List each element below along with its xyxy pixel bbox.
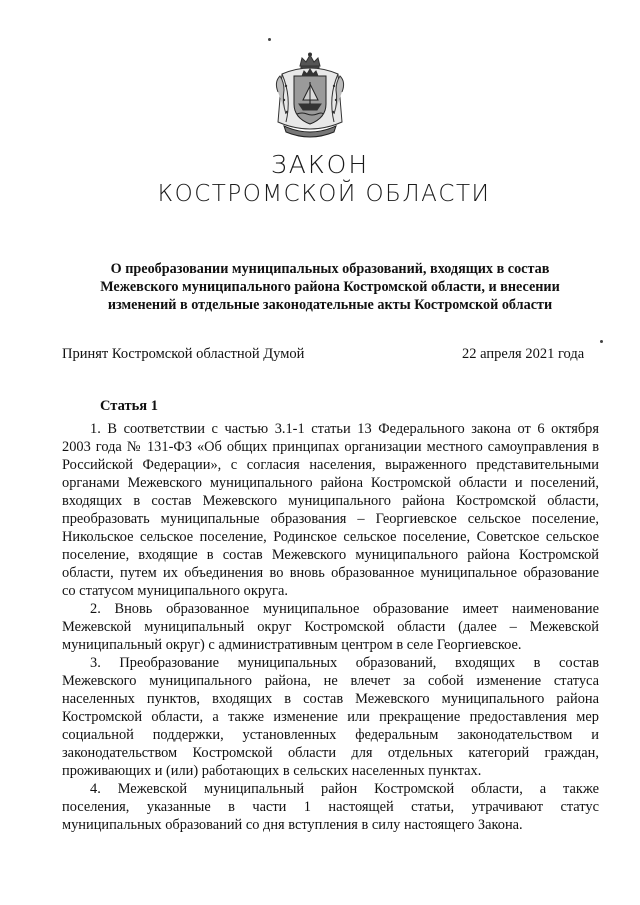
kostroma-oblast-coat-of-arms-icon <box>272 52 348 138</box>
paragraph-4 <box>62 780 599 834</box>
paragraph-line: населенных пунктов, входящих в состав Межевского муниципального района <box>62 691 599 707</box>
paragraph-line: Никольское сельское поселение, Родинское сельское поселение, Советское сельское <box>62 529 599 545</box>
paragraph-line: проживающих и (или) работающих в сельских населенных пунктах. <box>62 763 482 779</box>
paragraph-line: области, путем их объединения во вновь образованное муниципальное образование <box>62 565 599 581</box>
adoption-date: 22 апреля 2021 года <box>462 346 585 362</box>
paragraph-line: муниципальный округ) с административным центром в селе Георгиевское. <box>62 637 522 653</box>
paragraph-1 <box>62 420 599 600</box>
paragraph-2 <box>62 600 599 654</box>
paragraph-line: поселение, входящие в состав Межевского муниципального района Костромской <box>62 547 599 563</box>
paragraph-line: муниципальных образований со дня вступления в силу настоящего Закона. <box>62 817 523 833</box>
scan-speck <box>600 340 603 343</box>
paragraph-line: законодательством Костромской области для отдельных категорий граждан, <box>62 745 599 761</box>
paragraph-line: 3. Преобразование муниципальных образований, входящих в состав <box>90 655 599 671</box>
adopted-by-text: Принят Костромской областной Думой <box>62 346 305 362</box>
paragraph-line: органами Межевского муниципального района Костромской области и поселений, <box>62 475 599 491</box>
paragraph-line: Российской Федерации», с согласия населения, выраженного представительными <box>62 457 599 473</box>
paragraph-line: 1. В соответствии с частью 3.1-1 статьи 13 Федерального закона от 6 октября <box>90 421 599 437</box>
law-title-line2: КОСТРОМСКОЙ ОБЛАСТИ <box>157 181 491 207</box>
paragraph-line: входящих в состав Межевского муниципального района Костромской области, <box>62 493 599 509</box>
paragraph-line: со статусом муниципального округа. <box>62 583 288 599</box>
subject-line: О преобразовании муниципальных образований, входящих в состав <box>110 261 550 277</box>
subject-line: изменений в отдельные законодательные акты Костромской области <box>107 297 553 313</box>
paragraph-line: Костромской области, а также изменение или прекращение предоставления мер <box>62 709 599 725</box>
paragraph-line: Межевского муниципального района, не влечет за собой изменение статуса <box>62 673 599 689</box>
paragraph-line: 2. Вновь образованное муниципальное образование имеет наименование <box>90 601 599 617</box>
paragraph-line: поселения, указанные в части 1 настоящей статьи, утрачивают статус <box>62 799 599 815</box>
paragraph-line: 4. Межевской муниципальный район Костромской области, а также <box>90 781 599 797</box>
scan-speck <box>268 38 271 41</box>
law-title-line1: ЗАКОН <box>270 150 370 179</box>
article-heading: Статья 1 <box>100 398 158 414</box>
subject-line: Межевского муниципального района Костромской области, и внесении <box>100 279 560 295</box>
paragraph-line: 2003 года № 131-ФЗ «Об общих принципах организации местного самоуправления в <box>62 439 599 455</box>
paragraph-3 <box>62 654 599 780</box>
paragraph-line: социальной поддержки, установленных федеральным законодательством и <box>62 727 599 743</box>
paragraph-line: преобразовать муниципальные образования – Георгиевское сельское поселение, <box>62 511 599 527</box>
paragraph-line: Межевской муниципальный округ Костромской области (далее – Межевской <box>62 619 599 635</box>
law-subject <box>70 260 590 314</box>
